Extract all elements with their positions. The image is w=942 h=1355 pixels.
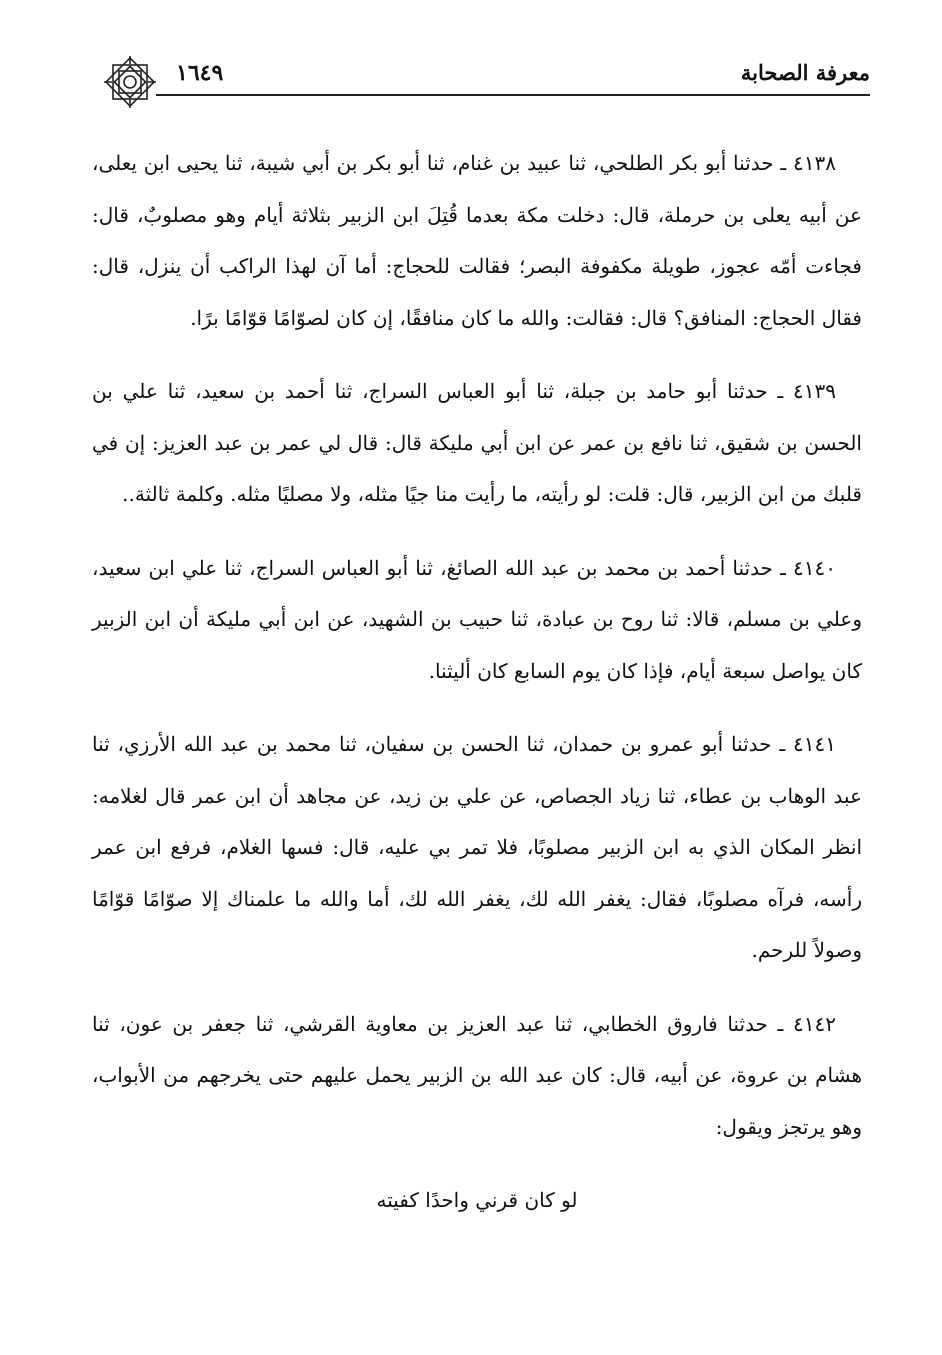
poetry-verse: لو كان قرني واحدًا كفيته xyxy=(376,1188,578,1212)
hadith-4138: ٤١٣٨ ـ حدثنا أبو بكر الطلحي، ثنا عبيد بن غنام، ثنا أبو بكر بن أبي شيبة، ثنا يحيى ابن يعلى، عن أبيه يعلى بن حرملة، قال: دخلت مكة بعدما قُتِلَ ابن الزبير بثلاثة أيام وهو مصلوبٌ، قال: فجاءت أمّه عجوز، طويلة مكفوفة البصر؛ فقالت للحجاج: أما آن لهذا الراكب أن ينزل، قال: فقال الحجاج: المنافق؟ قال: فقالت: والله ما كان منافقًا، إن كان لصوّامًا قوّامًا برًا. xyxy=(92,151,862,330)
hadith-4141: ٤١٤١ ـ حدثنا أبو عمرو بن حمدان، ثنا الحسن بن سفيان، ثنا محمد بن عبد الله الأرزي، ثنا عبد الوهاب بن عطاء، ثنا زياد الجصاص، عن علي بن زيد، عن مجاهد أن ابن عمر قال لغلامه: انظر المكان الذي به ابن الزبير مصلوبًا، فلا تمر بي عليه، قال: فسها الغلام، فرفع ابن عمر رأسه، فرآه مصلوبًا، فقال: يغفر الله لك، يغفر الله لك، أما والله ما علمناك إلا صوّامًا قوّامًا وصولاً للرحم. xyxy=(92,732,862,962)
hadith-4139: ٤١٣٩ ـ حدثنا أبو حامد بن جبلة، ثنا أبو العباس السراج، ثنا أحمد بن سعيد، ثنا علي بن الحسن بن شقيق، ثنا نافع بن عمر عن ابن أبي مليكة قال: قال لي عمر بن عبد العزيز: إن في قلبك من ابن الزبير، قال: قلت: لو رأيته، ما رأيت منا جيًا مثله، ولا مصليًا مثله. وكلمة ثالثة.. xyxy=(92,379,862,506)
page-body xyxy=(92,138,862,1227)
hadith-4142: ٤١٤٢ ـ حدثنا فاروق الخطابي، ثنا عبد العزيز بن معاوية القرشي، ثنا جعفر بن عون، ثنا هشام بن عروة، عن أبيه، قال: كان عبد الله بن الزبير يحمل عليهم حتى يخرجهم من الأبواب، وهو يرتجز ويقول: xyxy=(92,1011,862,1139)
octagonal-star-ornament-icon xyxy=(100,52,160,112)
page-header xyxy=(100,58,870,100)
hadith-4140: ٤١٤٠ ـ حدثنا أحمد بن محمد بن عبد الله الصائغ، ثنا أبو العباس السراج، ثنا علي ابن سعيد، وعلي بن مسلم، قالا: ثنا روح بن عبادة، ثنا حبيب بن الشهيد، عن ابن أبي مليكة أن ابن الزبير كان يواصل سبعة أيام، فإذا كان يوم السابع كان أليثنا. xyxy=(92,555,862,683)
page-number: ١٦٤٩ xyxy=(176,60,224,86)
header-rule xyxy=(156,94,870,96)
book-title: معرفة الصحابة xyxy=(740,60,870,85)
